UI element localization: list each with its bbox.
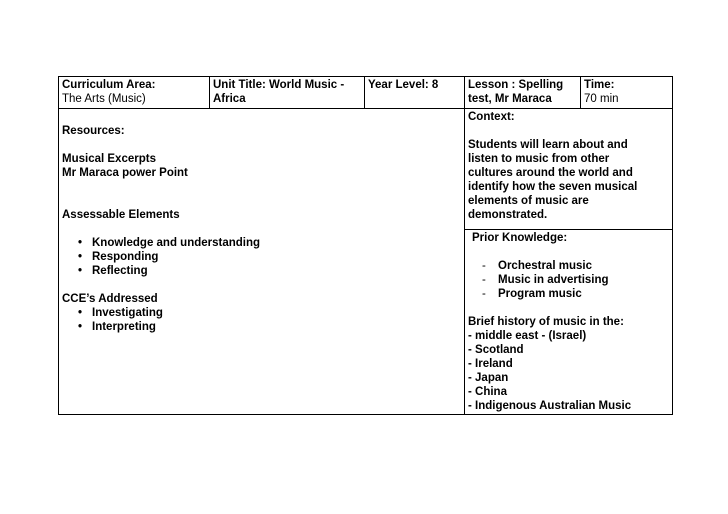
history-heading: Brief history of music in the:: [468, 316, 624, 328]
lesson-line1: Lesson : Spelling: [468, 79, 564, 91]
history-item: - middle east - (Israel): [468, 330, 587, 342]
prior-knowledge-item: - Orchestral music: [482, 259, 669, 273]
spacer: [62, 222, 461, 236]
history-item: - China: [468, 386, 507, 398]
assessable-list: [62, 236, 461, 278]
unit-title-line1: Unit Title: World Music -: [213, 79, 345, 91]
cce-item: • Investigating: [78, 306, 461, 320]
context-line: elements of music are: [468, 195, 589, 207]
resource-item-1: Musical Excerpts: [62, 153, 156, 165]
unit-title-cell: [210, 77, 365, 109]
prior-knowledge-item: - Music in advertising: [482, 273, 669, 287]
resources-cell: [59, 109, 465, 415]
history-item: - Indigenous Australian Music: [468, 400, 632, 412]
prior-knowledge-cell: [465, 230, 673, 415]
context-line: Students will learn about and: [468, 139, 628, 151]
prior-knowledge-heading: Prior Knowledge:: [472, 232, 568, 244]
context-cell: [465, 109, 673, 230]
lesson-plan-table: [58, 76, 673, 415]
resource-item-2: Mr Maraca power Point: [62, 167, 188, 179]
header-row: [59, 77, 673, 109]
cce-heading: CCE’s Addressed: [62, 293, 158, 305]
history-item: - Ireland: [468, 358, 513, 370]
year-level-cell: [365, 77, 465, 109]
assessable-heading: Assessable Elements: [62, 209, 180, 221]
time-value: 70 min: [584, 93, 619, 105]
prior-knowledge-list: [468, 259, 669, 301]
prior-knowledge-item: - Program music: [482, 287, 669, 301]
history-item: - Japan: [468, 372, 509, 384]
unit-title-line2: Africa: [213, 93, 246, 105]
curriculum-area-label: Curriculum Area:: [62, 79, 156, 91]
context-heading: Context:: [468, 111, 515, 123]
spacer: [62, 278, 461, 292]
history-item: - Scotland: [468, 344, 524, 356]
cce-item: • Interpreting: [78, 320, 461, 334]
lesson-cell: [465, 77, 581, 109]
context-line: identify how the seven musical: [468, 181, 638, 193]
resources-heading: Resources:: [62, 125, 125, 137]
year-level-label: Year Level: 8: [368, 79, 439, 91]
assessable-item: • Responding: [78, 250, 461, 264]
spacer: [468, 124, 669, 138]
lesson-line2: test, Mr Maraca: [468, 93, 552, 105]
spacer: [62, 138, 461, 152]
time-label: Time:: [584, 79, 615, 91]
cce-list: [62, 306, 461, 334]
assessable-item: • Knowledge and understanding: [78, 236, 461, 250]
curriculum-area-cell: [59, 77, 210, 109]
time-cell: [581, 77, 673, 109]
curriculum-area-value: The Arts (Music): [62, 93, 146, 105]
spacer: [468, 245, 669, 259]
spacer: [62, 110, 461, 124]
spacer: [468, 301, 669, 315]
assessable-item: • Reflecting: [78, 264, 461, 278]
spacer: [62, 180, 461, 194]
context-line: cultures around the world and: [468, 167, 633, 179]
context-line: listen to music from other: [468, 153, 610, 165]
spacer: [62, 194, 461, 208]
context-line: demonstrated.: [468, 209, 548, 221]
content-row-upper: [59, 109, 673, 230]
